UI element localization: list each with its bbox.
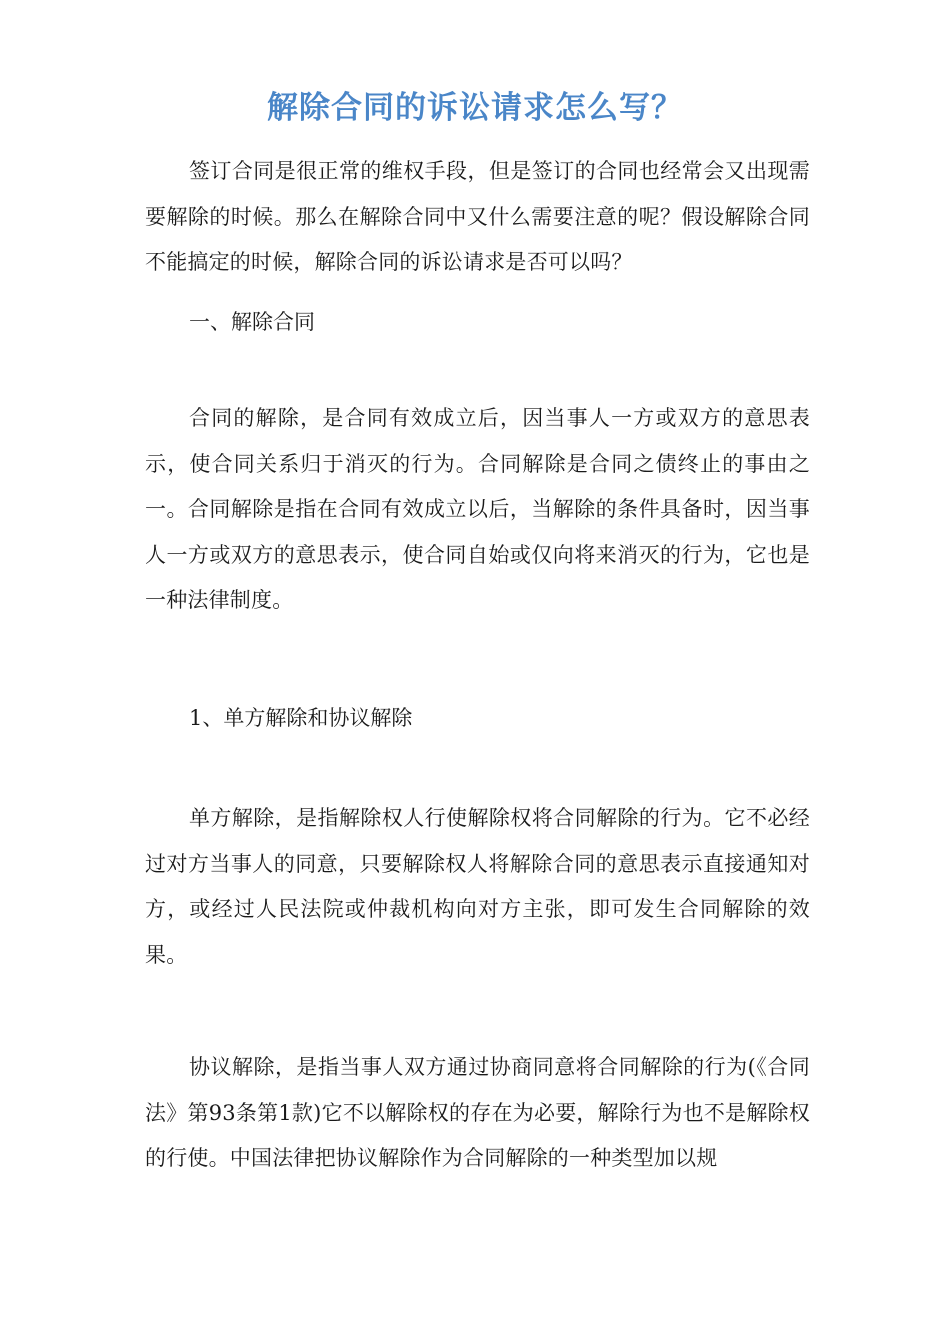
intro-paragraph: 签订合同是很正常的维权手段，但是签订的合同也经常会又出现需要解除的时候。那么在解除合同中又什么需要注意的呢？假设解除合同不能搞定的时候，解除合同的诉讼请求是否可以吗？ xyxy=(145,159,810,274)
agreement-paragraph: 协议解除，是指当事人双方通过协商同意将合同解除的行为(《合同法》第93条第1款)它不以解除权的存在为必要，解除行为也不是解除权的行使。中国法律把协议解除作为合同解除的一种类型加以规 xyxy=(145,1055,810,1170)
definition-paragraph: 合同的解除，是合同有效成立后，因当事人一方或双方的意思表示，使合同关系归于消灭的行为。合同解除是合同之债终止的事由之一。合同解除是指在合同有效成立以后，当解除的条件具备时，因当事人一方或双方的意思表示，使合同自始或仅向将来消灭的行为，它也是一种法律制度。 xyxy=(145,406,810,612)
subsection-heading: 1、单方解除和协议解除 xyxy=(189,706,413,730)
document-title: 解除合同的诉讼请求怎么写？ xyxy=(267,90,683,126)
unilateral-paragraph: 单方解除，是指解除权人行使解除权将合同解除的行为。它不必经过对方当事人的同意，只要解除权人将解除合同的意思表示直接通知对方，或经过人民法院或仲裁机构向对方主张，即可发生合同解除的效果。 xyxy=(145,806,810,967)
section-heading: 一、解除合同 xyxy=(189,310,315,334)
